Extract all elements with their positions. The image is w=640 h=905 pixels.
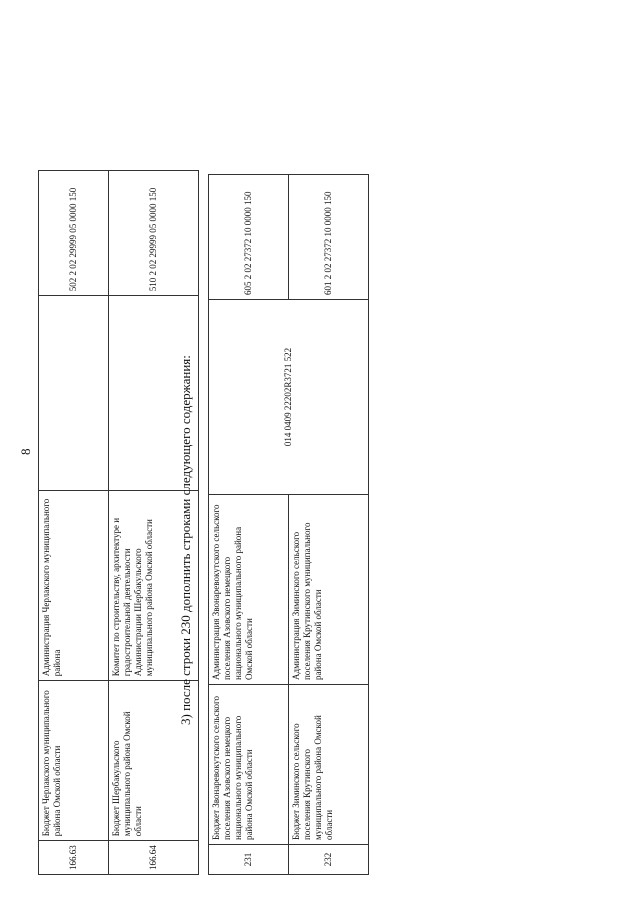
budget-name-cell: Бюджет Звонаревокутского сельского поселения Азовского немецкого национального муниципального района Омской области bbox=[209, 685, 289, 845]
kbk-cell: 014 0409 22202R3721 522 bbox=[209, 300, 369, 495]
revenue-code-cell: 601 2 02 27372 10 0000 150 bbox=[289, 175, 369, 300]
revenue-code-cell: 605 2 02 27372 10 0000 150 bbox=[209, 175, 289, 300]
budget-table-added bbox=[208, 174, 369, 875]
budget-name-cell: Бюджет Черлакского муниципального района Омской области bbox=[39, 681, 109, 841]
page-number: 8 bbox=[18, 448, 33, 455]
administrator-cell: Администрация Зиминского сельского поселения Крутинского муниципального района Омской области bbox=[289, 495, 369, 685]
row-number: 166.63 bbox=[39, 841, 109, 875]
administrator-cell: Администрация Звонаревокутского сельского поселения Азовского немецкого национального муниципального района Омской области bbox=[209, 495, 289, 685]
budget-name-cell: Бюджет Зиминского сельского поселения Крутинского муниципального района Омской области bbox=[289, 685, 369, 845]
table-row bbox=[289, 175, 369, 875]
kbk-cell bbox=[39, 296, 109, 491]
administrator-cell: Администрация Черлакского муниципального района bbox=[39, 491, 109, 681]
administrator-cell: Комитет по строительству, архитектуре и градостроительной деятельности Администрации Шербакульского муниципального района Омской области bbox=[109, 491, 199, 681]
revenue-code-cell: 502 2 02 29999 05 0000 150 bbox=[39, 171, 109, 296]
budget-name-cell: Бюджет Шербакульского муниципального района Омской области bbox=[109, 681, 199, 841]
budget-table-continued bbox=[38, 170, 199, 875]
revenue-code-cell: 510 2 02 29999 05 0000 150 bbox=[109, 171, 199, 296]
row-number: 232 bbox=[289, 845, 369, 875]
table-row bbox=[39, 171, 109, 875]
row-number: 231 bbox=[209, 845, 289, 875]
section-heading: 3) после строки 230 дополнить строками следующего содержания: bbox=[178, 355, 193, 725]
row-number: 166.64 bbox=[109, 841, 199, 875]
table-row bbox=[209, 175, 289, 875]
